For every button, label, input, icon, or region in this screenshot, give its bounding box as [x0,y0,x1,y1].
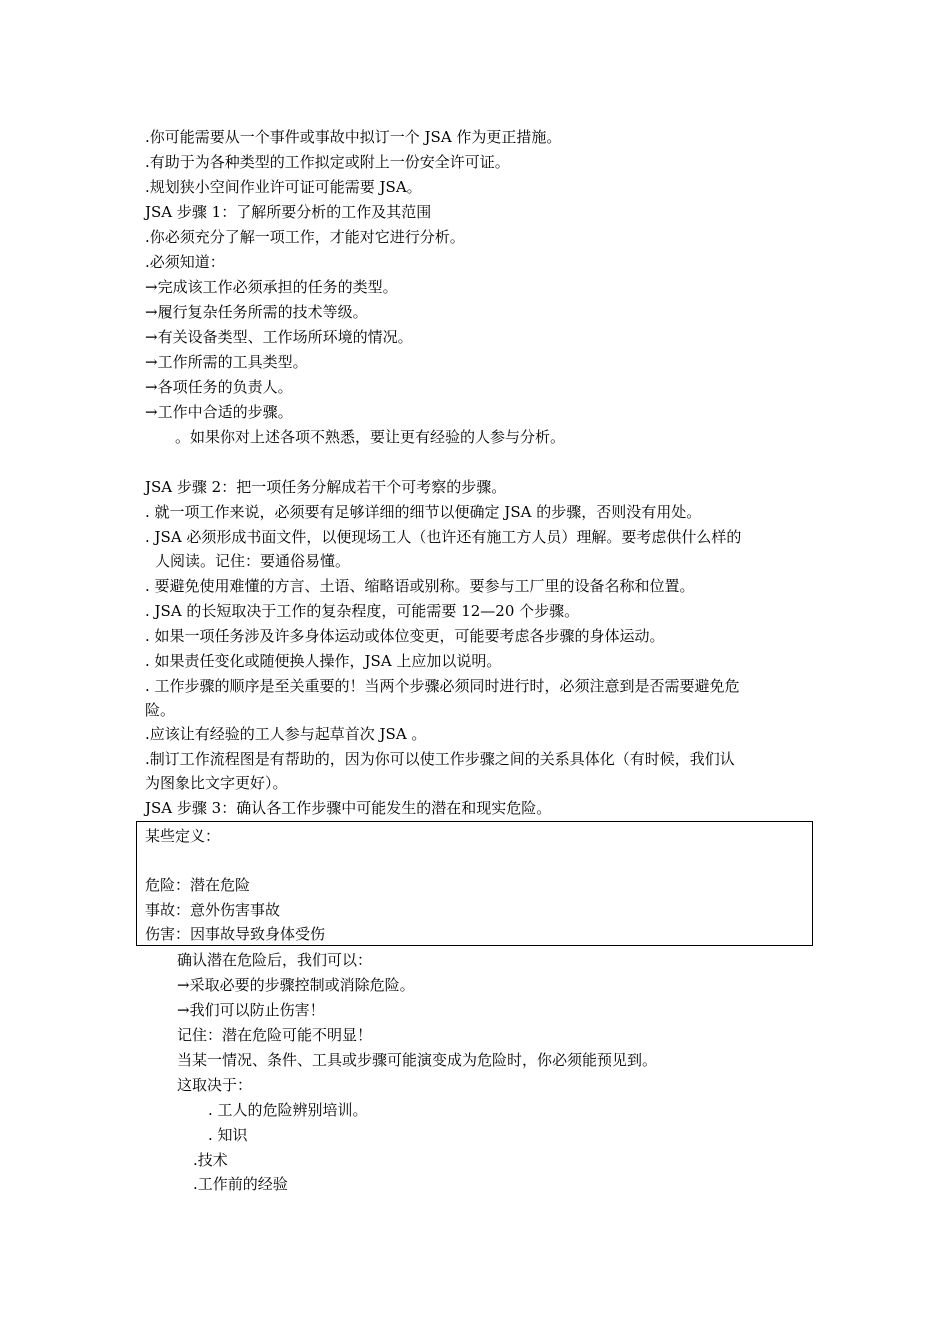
text-line: 险。 [145,701,176,719]
text-line: .你可能需要从一个事件或事故中拟订一个 JSA 作为更正措施。 [145,128,562,146]
step3-heading: JSA 步骤 3：确认各工作步骤中可能发生的潜在和现实危险。 [145,799,552,817]
arrow-item: →工作中合适的步骤。 [145,403,293,421]
text-line: 人阅读。记住：要通俗易懂。 [155,552,351,570]
familiarity-note: 。如果你对上述各项不熟悉，要让更有经验的人参与分析。 [175,428,566,446]
text-line: . 就一项工作来说，必须要有足够详细的细节以便确定 JSA 的步骤，否则没有用处。 [145,503,702,521]
text-line: 确认潜在危险后，我们可以： [177,951,373,969]
depends-item: .工作前的经验 [193,1175,288,1193]
arrow-item: →履行复杂任务所需的技术等级。 [145,303,368,321]
definition-item: 事故：意外伤害事故 [145,901,281,919]
definitions-title: 某些定义： [145,827,221,845]
definition-item: 危险：潜在危险 [145,876,251,894]
text-line: .你必须充分了解一项工作，才能对它进行分析。 [145,228,465,246]
definition-item: 伤害：因事故导致身体受伤 [145,925,326,943]
text-line: 为图象比文字更好）。 [145,774,288,792]
text-line: .应该让有经验的工人参与起草首次 JSA 。 [145,725,427,743]
text-line: 记住：潜在危险可能不明显！ [177,1026,373,1044]
arrow-item: →各项任务的负责人。 [145,378,293,396]
text-line: 这取决于： [177,1076,253,1094]
text-line: 当某一情况、条件、工具或步骤可能演变成为危险时，你必须能预见到。 [177,1051,658,1069]
step2-heading: JSA 步骤 2：把一项任务分解成若干个可考察的步骤。 [145,478,507,496]
arrow-item: →完成该工作必须承担的任务的类型。 [145,278,398,296]
text-line: . 工作步骤的顺序是至关重要的！当两个步骤必须同时进行时，必须注意到是否需要避免危 [145,677,740,695]
text-line: .制订工作流程图是有帮助的，因为你可以使工作步骤之间的关系具体化（有时候，我们认 [145,750,735,768]
depends-item: . 知识 [208,1126,248,1144]
text-line: . 如果一项任务涉及许多身体运动或体位变更，可能要考虑各步骤的身体运动。 [145,627,665,645]
arrow-item: →有关设备类型、工作场所环境的情况。 [145,328,413,346]
step1-heading: JSA 步骤 1：了解所要分析的工作及其范围 [145,203,432,221]
arrow-item: →我们可以防止伤害！ [177,1001,325,1019]
text-line: .规划狭小空间作业许可证可能需要 JSA。 [145,178,422,196]
arrow-item: →工作所需的工具类型。 [145,353,308,371]
text-line: . JSA 的长短取决于工作的复杂程度，可能需要 12—20 个步骤。 [145,602,580,620]
text-line: . JSA 必须形成书面文件，以便现场工人（也许还有施工方人员）理解。要考虑供什么样的 [145,528,742,546]
text-line: .有助于为各种类型的工作拟定或附上一份安全许可证。 [145,153,510,171]
arrow-item: →采取必要的步骤控制或消除危险。 [177,976,415,994]
text-line: .必须知道： [145,253,225,271]
depends-item: . 工人的危险辨别培训。 [208,1101,368,1119]
text-line: . 如果责任变化或随便换人操作，JSA 上应加以说明。 [145,652,502,670]
depends-item: .技术 [193,1151,228,1169]
text-line: . 要避免使用难懂的方言、土语、缩略语或别称。要参与工厂里的设备名称和位置。 [145,577,695,595]
